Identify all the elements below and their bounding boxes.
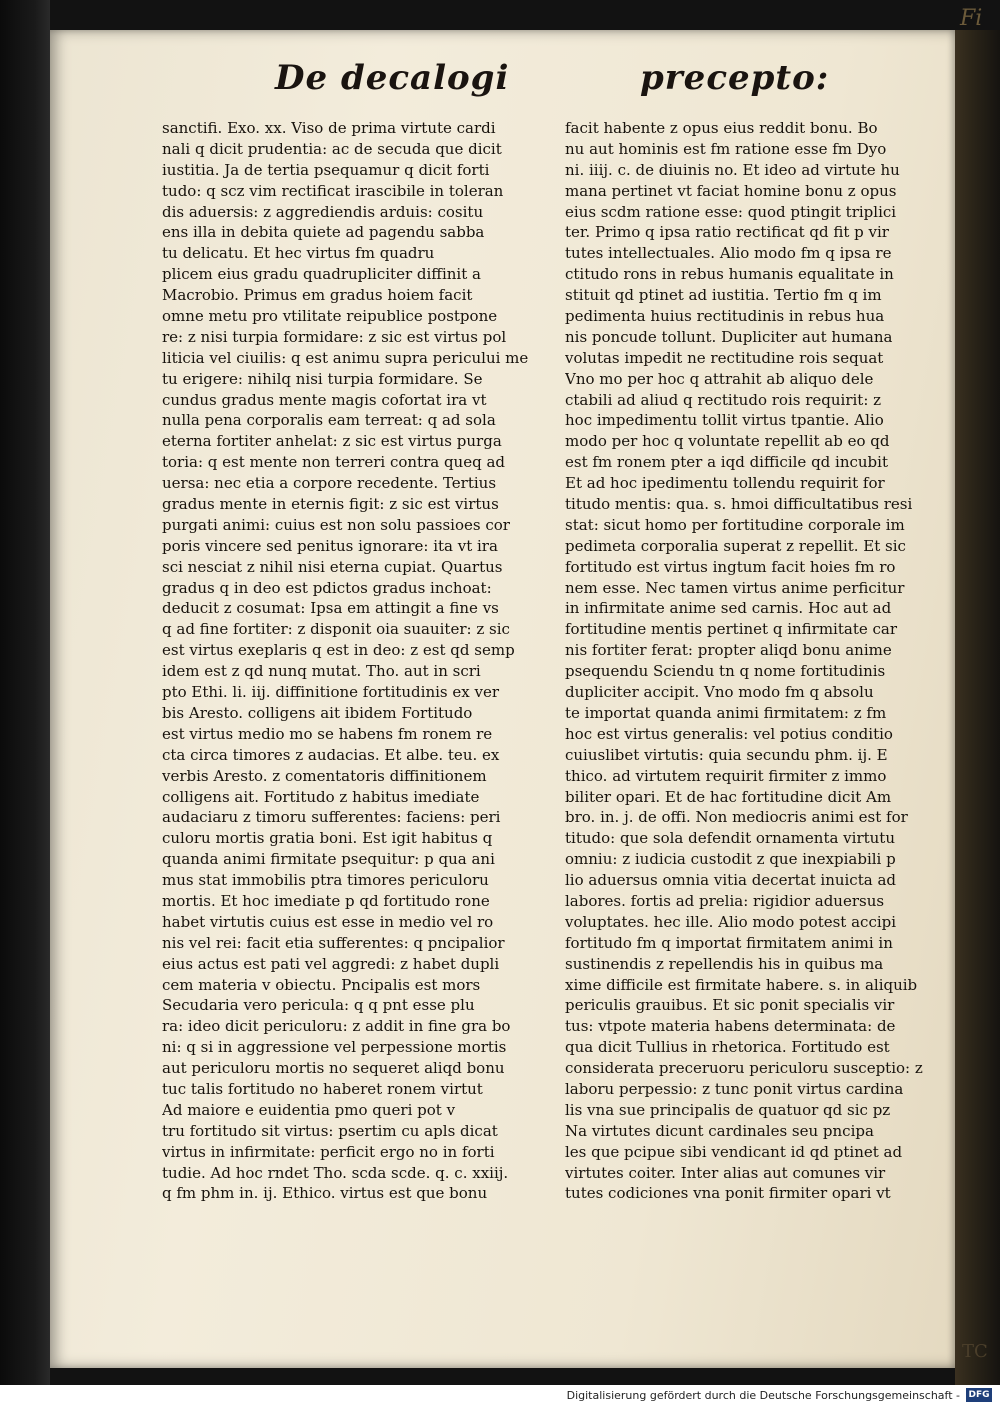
text-line: tu delicatu. Et hec virtus fm quadru: [162, 244, 435, 263]
right-text-column: [565, 118, 941, 1204]
text-line: tutes codiciones vna ponit firmiter opari vt: [565, 1184, 891, 1203]
text-line: bro. in. j. de offi. Non mediocris animi est for: [565, 808, 908, 827]
text-line: Et ad hoc ipedimentu tollendu requirit for: [565, 474, 885, 493]
edge-mark-top: Fi: [960, 6, 983, 31]
text-line: nulla pena corporalis eam terreat: q ad sola: [162, 411, 496, 430]
text-line: stituit qd ptinet ad iustitia. Tertio fm q im: [565, 286, 882, 305]
text-line: Na virtutes dicunt cardinales seu pncipa: [565, 1121, 874, 1140]
text-line: cundus gradus mente magis cofortat ira vt: [162, 390, 487, 409]
text-line: facit habente z opus eius reddit bonu. Bo: [565, 119, 878, 137]
text-line: re: z nisi turpia formidare: z sic est virtus pol: [162, 327, 507, 346]
text-line: ni. iiij. c. de diuinis no. Et ideo ad virtute hu: [565, 160, 900, 179]
text-line: thico. ad virtutem requirit firmiter z immo: [565, 766, 887, 785]
text-line: hoc est virtus generalis: vel potius conditio: [565, 724, 893, 743]
text-line: ter. Primo q ipsa ratio rectificat qd fit p vir: [565, 223, 889, 242]
text-line: verbis Aresto. z comentatoris diffinitionem: [162, 766, 487, 785]
text-line: volutas impedit ne rectitudine rois sequat: [565, 348, 884, 367]
text-line: ctitudo rons in rebus humanis equalitate in: [565, 265, 894, 284]
text-line: q ad fine fortiter: z disponit oia suauiter: z sic: [162, 620, 510, 639]
text-line: tuc talis fortitudo no haberet ronem virtut: [162, 1079, 483, 1098]
text-line: lio aduersus omnia vitia decertat inuicta ad: [565, 871, 896, 890]
text-line: tu erigere: nihilq nisi turpia formidare. Se: [162, 369, 483, 388]
page-edge: [955, 30, 1000, 1385]
running-head-left: De decalogi: [275, 58, 510, 98]
text-line: les que pcipue sibi vendicant id qd ptinet ad: [565, 1142, 903, 1161]
text-line: omniu: z iudicia custodit z que inexpiabili p: [565, 850, 896, 869]
text-line: sustinendis z repellendis his in quibus ma: [565, 954, 884, 973]
text-line: sanctifi. Exo. xx. Viso de prima virtute cardi: [162, 119, 496, 137]
text-line: gradus q in deo est pdictos gradus inchoat:: [162, 578, 492, 597]
text-line: mus stat immobilis ptra timores periculoru: [162, 871, 489, 890]
text-line: dis aduersis: z aggrediendis arduis: cositu: [162, 202, 484, 221]
text-line: pedimeta corporalia superat z repellit. Et sic: [565, 536, 906, 555]
text-line: qua dicit Tullius in rhetorica. Fortitudo est: [565, 1038, 890, 1057]
text-line: pto Ethi. li. iij. diffinitione fortitudinis ex ver: [162, 683, 500, 702]
text-line: considerata preceruoru periculoru susceptio: z: [565, 1059, 923, 1078]
text-line: ctabili ad aliud q rectitudo rois requirit: z: [565, 390, 882, 409]
text-line: virtutes coiter. Inter alias aut comunes vir: [565, 1163, 886, 1182]
text-line: fortitudine mentis pertinet q infirmitate car: [565, 620, 898, 639]
text-line: nis fortiter ferat: propter aliqd bonu anime: [565, 641, 892, 660]
text-line: Vno mo per hoc q attrahit ab aliquo dele: [565, 369, 874, 388]
text-line: poris vincere sed penitus ignorare: ita vt ira: [162, 536, 498, 555]
running-head-right: precepto:: [640, 58, 830, 98]
text-line: deducit z cosumat: Ipsa em attingit a fine vs: [162, 599, 499, 618]
text-line: liticia vel ciuilis: q est animu supra pericului me: [162, 348, 529, 367]
text-line: stat: sicut homo per fortitudine corporale im: [565, 515, 905, 534]
text-line: nis poncude tollunt. Dupliciter aut humana: [565, 327, 893, 346]
text-line: lis vna sue principalis de quatuor qd sic pz: [565, 1100, 891, 1119]
text-line: te importat quanda animi firmitatem: z fm: [565, 703, 887, 722]
text-line: cem materia v obiectu. Pncipalis est mors: [162, 975, 481, 994]
text-line: biliter opari. Et de hac fortitudine dicit Am: [565, 787, 892, 806]
text-line: tru fortitudo sit virtus: psertim cu apls dicat: [162, 1121, 498, 1140]
text-line: titudo mentis: qua. s. hmoi difficultatibus resi: [565, 495, 913, 514]
text-line: uersa: nec etia a corpore recedente. Tertius: [162, 474, 497, 493]
text-line: colligens ait. Fortitudo z habitus imediate: [162, 787, 480, 806]
text-line: nu aut hominis est fm ratione esse fm Dyo: [565, 139, 887, 158]
text-line: plicem eius gradu quadrupliciter diffinit a: [162, 265, 481, 284]
text-line: tutes intellectuales. Alio modo fm q ipsa re: [565, 244, 892, 263]
text-line: ra: ideo dicit periculoru: z addit in fine gra bo: [162, 1017, 511, 1036]
text-line: bis Aresto. colligens ait ibidem Fortitudo: [162, 703, 473, 722]
text-line: idem est z qd nunq mutat. Tho. aut in scri: [162, 662, 481, 681]
text-line: aut periculoru mortis no sequeret aliqd bonu: [162, 1059, 505, 1078]
dfg-logo: DFG: [966, 1388, 992, 1402]
text-line: in infirmitate anime sed carnis. Hoc aut ad: [565, 599, 892, 618]
text-line: est fm ronem pter a iqd difficile qd incubit: [565, 453, 888, 472]
text-line: sci nesciat z nihil nisi eterna cupiat. Quartus: [162, 557, 503, 576]
text-line: nem esse. Nec tamen virtus anime perficitur: [565, 578, 905, 597]
text-line: periculis grauibus. Et sic ponit specialis vir: [565, 996, 895, 1015]
text-line: dupliciter accipit. Vno modo fm q absolu: [565, 683, 874, 702]
text-line: habet virtutis cuius est esse in medio vel ro: [162, 912, 494, 931]
text-line: ens illa in debita quiete ad pagendu sabba: [162, 223, 485, 242]
text-line: titudo: que sola defendit ornamenta virtutu: [565, 829, 895, 848]
text-line: tus: vtpote materia habens determinata: de: [565, 1017, 896, 1036]
binding-shadow: [0, 0, 50, 1385]
text-line: voluptates. hec ille. Alio modo potest accipi: [565, 912, 897, 931]
text-line: labores. fortis ad prelia: rigidior aduersus: [565, 891, 885, 910]
text-line: hoc impedimentu tollit virtus tpantie. Alio: [565, 411, 884, 430]
text-line: virtus in infirmitate: perficit ergo no in forti: [162, 1142, 495, 1161]
text-line: mortis. Et hoc imediate p qd fortitudo rone: [162, 891, 490, 910]
text-line: purgati animi: cuius est non solu passioes cor: [162, 515, 510, 534]
text-line: omne metu pro vtilitate reipublice postpone: [162, 307, 498, 326]
text-line: audaciaru z timoru sufferentes: faciens: peri: [162, 808, 501, 827]
text-line: eius scdm ratione esse: quod ptingit triplici: [565, 202, 897, 221]
text-line: fortitudo est virtus ingtum facit hoies fm ro: [565, 557, 896, 576]
text-line: fortitudo fm q importat firmitatem animi in: [565, 933, 893, 952]
text-line: xime difficile est firmitate habere. s. in aliquib: [565, 975, 918, 994]
text-line: est virtus medio mo se habens fm ronem re: [162, 724, 493, 743]
footer-credit: Digitalisierung gefördert durch die Deutsche Forschungsgemeinschaft -: [566, 1389, 960, 1402]
text-line: gradus mente in eternis figit: z sic est virtus: [162, 495, 499, 514]
text-line: eius actus est pati vel aggredi: z habet dupli: [162, 954, 500, 973]
text-line: culoru mortis gratia boni. Est igit habitus q: [162, 829, 493, 848]
text-line: nali q dicit prudentia: ac de secuda que dicit: [162, 139, 502, 158]
left-text-column: [162, 118, 544, 1204]
text-line: tudo: q scz vim rectificat irascibile in toleran: [162, 181, 504, 200]
text-line: Ad maiore e euidentia pmo queri pot v: [162, 1100, 456, 1119]
text-line: iustitia. Ja de tertia psequamur q dicit forti: [162, 160, 490, 179]
text-line: est virtus exeplaris q est in deo: z est qd semp: [162, 641, 515, 660]
text-line: laboru perpessio: z tunc ponit virtus cardina: [565, 1079, 904, 1098]
text-line: nis vel rei: facit etia sufferentes: q pncipalior: [162, 933, 505, 952]
text-line: Secudaria vero pericula: q q pnt esse plu: [162, 996, 475, 1015]
text-line: cta circa timores z audacias. Et albe. teu. ex: [162, 745, 500, 764]
text-line: toria: q est mente non terreri contra queq ad: [162, 453, 506, 472]
text-line: quanda animi firmitate psequitur: p qua ani: [162, 850, 495, 869]
text-line: ni: q si in aggressione vel perpessione mortis: [162, 1038, 507, 1057]
edge-mark-bottom: TC: [962, 1341, 988, 1362]
text-line: q fm phm in. ij. Ethico. virtus est que bonu: [162, 1184, 488, 1203]
text-line: Macrobio. Primus em gradus hoiem facit: [162, 286, 473, 305]
text-line: modo per hoc q voluntate repellit ab eo qd: [565, 432, 890, 451]
text-line: cuiuslibet virtutis: quia secundu phm. ij. E: [565, 745, 888, 764]
text-line: mana pertinet vt faciat homine bonu z opus: [565, 181, 897, 200]
text-line: pedimenta huius rectitudinis in rebus hua: [565, 307, 885, 326]
text-line: tudie. Ad hoc rndet Tho. scda scde. q. c. xxiij.: [162, 1163, 509, 1182]
text-line: eterna fortiter anhelat: z sic est virtus purga: [162, 432, 502, 451]
text-line: psequendu Sciendu tn q nome fortitudinis: [565, 662, 886, 681]
